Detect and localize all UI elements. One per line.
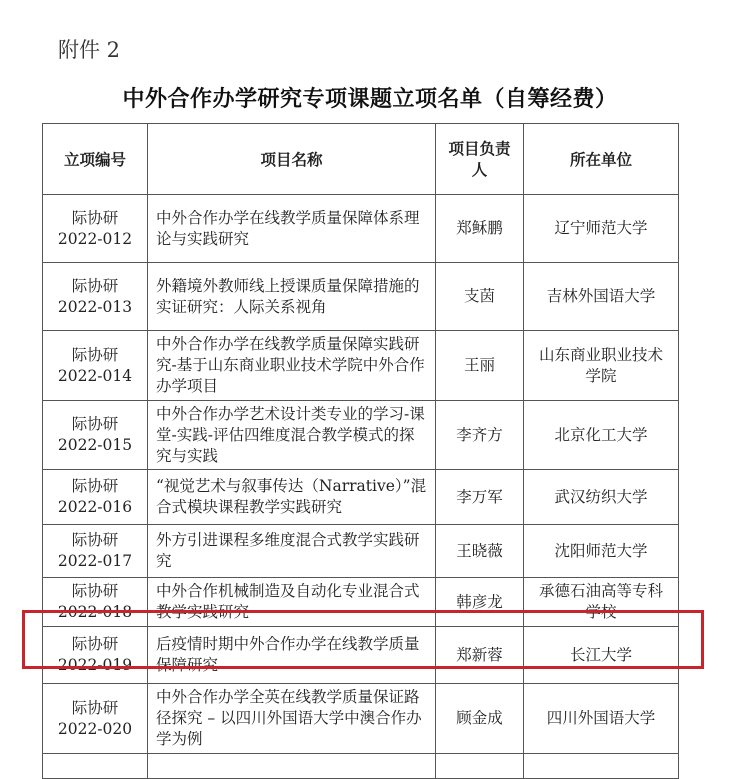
- project-id: 际协研 2022-018: [43, 578, 148, 627]
- project-unit: 山东商业职业技术学院: [524, 331, 679, 401]
- project-name: 中外合作办学全英在线教学质量保证路径探究 – 以四川外国语大学中澳合作办学为例: [148, 684, 436, 754]
- project-id: 际协研 2022-017: [43, 525, 148, 578]
- table-row: [43, 331, 679, 401]
- project-id: 际协研 2022-015: [43, 401, 148, 470]
- header-id: 立项编号: [43, 124, 148, 195]
- project-name: 中外合作办学艺术设计类专业的学习-课堂-实践-评估四维度混合教学模式的探 究与实践: [148, 401, 436, 470]
- project-id: 际协研 2022-020: [43, 684, 148, 754]
- project-name: 外籍境外教师线上授课质量保障措施的实证研究：人际关系视角: [148, 263, 436, 331]
- project-leader: 韩彦龙: [436, 578, 524, 627]
- project-id: 际协研 2022-019: [43, 627, 148, 684]
- project-unit: 武汉纺织大学: [524, 470, 679, 525]
- document-title: 中外合作办学研究专项课题立项名单（自筹经费）: [122, 86, 618, 112]
- table-row: [43, 525, 679, 578]
- project-leader: 王丽: [436, 331, 524, 401]
- project-id: 际协研 2022-014: [43, 331, 148, 401]
- project-unit: [524, 754, 679, 779]
- project-id: [43, 754, 148, 779]
- project-name: 外方引进课程多维度混合式教学实践研究: [148, 525, 436, 578]
- project-name: “视觉艺术与叙事传达（Narrative）”混合式模块课程教学实践研究: [148, 470, 436, 525]
- project-leader: 郑稣鹏: [436, 195, 524, 263]
- project-leader: 王晓薇: [436, 525, 524, 578]
- project-name: [148, 754, 436, 779]
- table-header-row: [43, 124, 679, 195]
- project-unit: 辽宁师范大学: [524, 195, 679, 263]
- project-leader: [436, 754, 524, 779]
- project-leader: 支茵: [436, 263, 524, 331]
- header-unit: 所在单位: [524, 124, 679, 195]
- project-name: 中外合作机械制造及自动化专业混合式教学实践研究: [148, 578, 436, 627]
- project-leader: 李万军: [436, 470, 524, 525]
- project-table: [42, 123, 679, 779]
- project-unit: 沈阳师范大学: [524, 525, 679, 578]
- project-leader: 郑新蓉: [436, 627, 524, 684]
- table-row: [43, 401, 679, 470]
- project-name: 中外合作办学在线教学质量保障实践研究-基于山东商业职业技术学院中外合作办学项目: [148, 331, 436, 401]
- attachment-label: 附件 2: [58, 38, 121, 62]
- project-unit: 长江大学: [524, 627, 679, 684]
- project-leader: 顾金成: [436, 684, 524, 754]
- table-row: [43, 195, 679, 263]
- table-row: [43, 263, 679, 331]
- table-row: [43, 684, 679, 754]
- project-id: 际协研 2022-013: [43, 263, 148, 331]
- project-unit: 吉林外国语大学: [524, 263, 679, 331]
- header-person: 项目负责人: [436, 124, 524, 195]
- project-id: 际协研 2022-016: [43, 470, 148, 525]
- table-row-partial: [43, 754, 679, 779]
- highlight-box: [22, 610, 704, 669]
- project-id: 际协研 2022-012: [43, 195, 148, 263]
- table-row: [43, 470, 679, 525]
- project-unit: 北京化工大学: [524, 401, 679, 470]
- project-name: 后疫情时期中外合作办学在线教学质量保障研究: [148, 627, 436, 684]
- project-unit: 四川外国语大学: [524, 684, 679, 754]
- header-name: 项目名称: [148, 124, 436, 195]
- project-name: 中外合作办学在线教学质量保障体系理论与实践研究: [148, 195, 436, 263]
- project-leader: 李齐方: [436, 401, 524, 470]
- project-unit: 承德石油高等专科学校: [524, 578, 679, 627]
